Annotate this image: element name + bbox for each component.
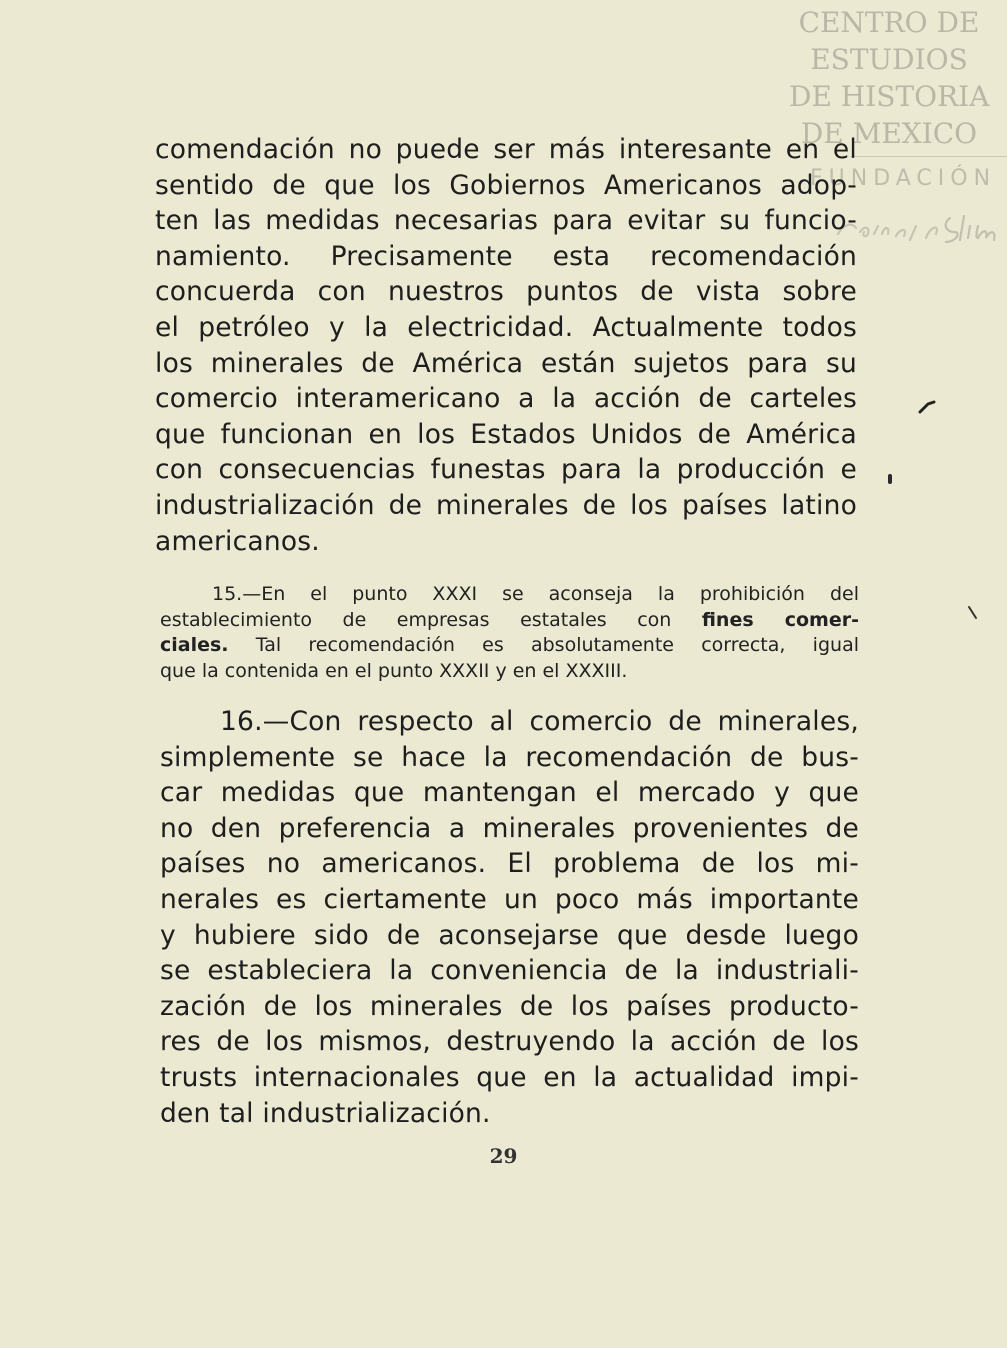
watermark-line: ESTUDIOS	[810, 43, 968, 76]
text-line: 15.—En el punto XXXI se aconseja la prohibición del	[212, 583, 859, 605]
watermark-foundation: FUNDACIÓN	[810, 166, 997, 191]
text-line: americanos.	[155, 525, 320, 557]
paragraph-continuation	[155, 132, 857, 559]
watermark-line: CENTRO DE	[798, 6, 980, 39]
paragraph-16	[160, 704, 859, 1131]
text-line: zación de los minerales de los países producto-	[160, 990, 859, 1022]
text-line: comendación no puede ser más interesante en el	[155, 134, 857, 165]
text-line: el petróleo y la electricidad. Actualmente todos	[155, 311, 857, 343]
watermark-rule	[850, 156, 1007, 157]
text-line: den tal industrialización.	[160, 1097, 491, 1129]
margin-mark	[888, 474, 892, 484]
text-line	[160, 608, 859, 634]
text-line: car medidas que mantengan el mercado y que	[160, 777, 859, 809]
watermark-line: DE MEXICO	[800, 117, 978, 150]
bold-phrase: ciales.	[160, 634, 229, 656]
text-line: industrialización de minerales de los países latino	[155, 489, 857, 521]
margin-mark	[918, 398, 938, 414]
text-line: res de los mismos, destruyendo la acción de los	[160, 1026, 859, 1058]
text-line: y hubiere sido de aconsejarse que desde luego	[160, 919, 859, 951]
text-line: con consecuencias funestas para la producción e	[155, 454, 857, 486]
text-line: namiento. Precisamente esta recomendación	[155, 240, 857, 272]
text-line	[160, 633, 859, 659]
text-segment: Tal recomendación es absolutamente correcta, igual	[255, 634, 859, 656]
text-line: no den preferencia a minerales provenientes de	[160, 812, 859, 844]
archive-watermark	[789, 4, 989, 152]
text-line: comercio interamericano a la acción de carteles	[155, 383, 857, 415]
text-line: países no americanos. El problema de los mi-	[160, 848, 859, 880]
text-line: que la contenida en el punto XXXII y en el XXXIII.	[160, 659, 628, 682]
text-line: se estableciera la conveniencia de la industriali-	[160, 955, 859, 987]
text-line: 16.—Con respecto al comercio de minerales,	[220, 706, 859, 737]
text-line: trusts internacionales que en la actualidad impi-	[160, 1061, 859, 1093]
text-line: simplemente se hace la recomendación de bus-	[160, 741, 859, 773]
text-segment: establecimiento de empresas estatales con	[160, 608, 672, 631]
text-line: ten las medidas necesarias para evitar su funcio-	[155, 205, 857, 237]
text-line: los minerales de América están sujetos para su	[155, 347, 857, 379]
text-line: sentido de que los Gobiernos Americanos adop-	[155, 169, 857, 201]
watermark-line: DE HISTORIA	[789, 80, 990, 113]
text-line: nerales es ciertamente un poco más importante	[160, 883, 859, 915]
bold-phrase: fines comer-	[701, 608, 859, 631]
text-line: que funcionan en los Estados Unidos de América	[155, 418, 857, 450]
note-paragraph-15	[160, 582, 859, 684]
page-number: 29	[489, 1144, 518, 1168]
text-line: concuerda con nuestros puntos de vista sobre	[155, 276, 857, 308]
margin-mark	[966, 604, 980, 622]
